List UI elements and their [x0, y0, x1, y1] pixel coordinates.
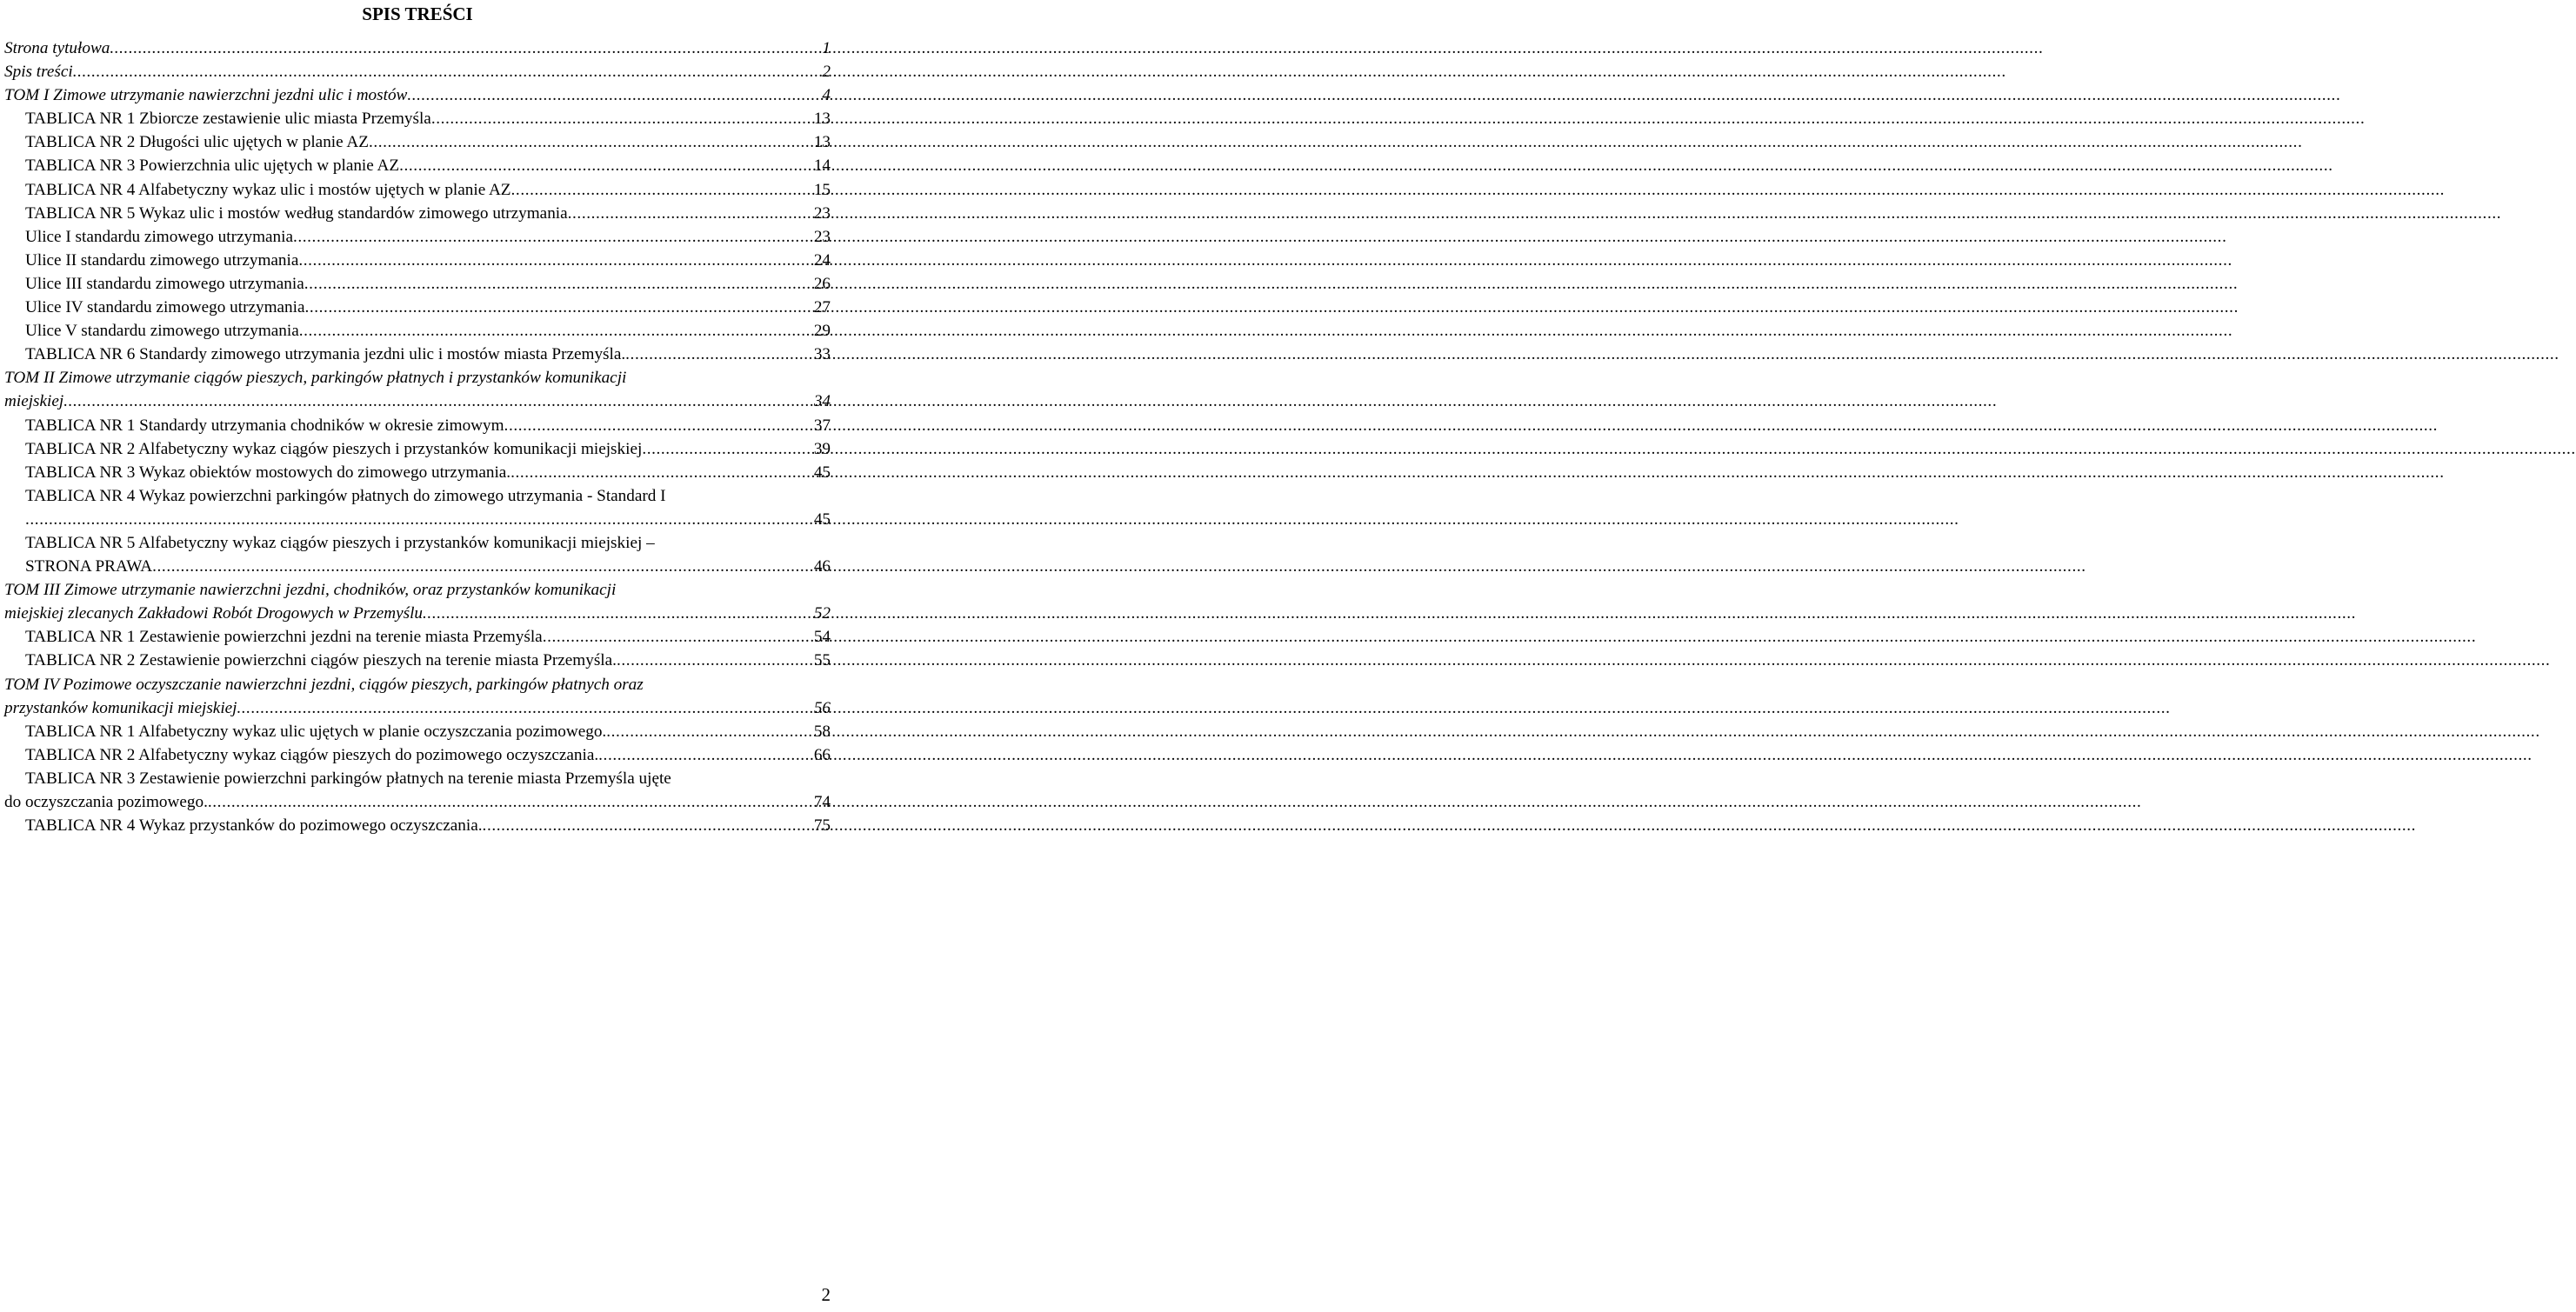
dot-leader [568, 202, 814, 225]
toc-entry-page: 4 [822, 86, 831, 105]
toc-entry-title: miejskiej zlecanych Zakładowi Robót Drogowych w Przemyślu [4, 604, 424, 623]
toc-entry-page: 23 [813, 203, 831, 223]
toc-entry-row [25, 814, 831, 837]
toc-entry-title: TABLICA NR 1 Zbiorcze zestawienie ulic miasta Przemyśla [25, 110, 431, 129]
dot-leader [298, 249, 813, 272]
toc-entry[interactable] [4, 319, 831, 343]
toc-entry[interactable] [4, 272, 831, 296]
toc-entry-page: 34 [813, 392, 831, 411]
toc-entry-title-line1: TOM II Zimowe utrzymanie ciągów pieszych, parkingów płatnych i przystanków komunikacji [4, 369, 627, 388]
toc-entry-title: TABLICA NR 2 Alfabetyczny wykaz ciągów pieszych do pozimowego oczyszczania. [25, 745, 599, 764]
toc-entry[interactable] [4, 484, 831, 531]
toc-entry-title: TABLICA NR 3 Wykaz obiektów mostowych do zimowego utrzymania. [25, 463, 511, 482]
toc-entry-page: 56 [813, 698, 831, 717]
toc-entry-row [4, 37, 831, 60]
toc-entry[interactable] [4, 814, 831, 837]
toc-entry-title: przystanków komunikacji miejskiej [4, 698, 237, 717]
toc-entry[interactable] [4, 130, 831, 154]
toc-entry-row [25, 249, 831, 272]
toc-entry-row [4, 696, 831, 720]
toc-entry[interactable] [4, 649, 831, 672]
toc-entry-page: 66 [813, 745, 831, 764]
dot-leader [73, 60, 823, 83]
toc-entry-row [25, 202, 831, 225]
toc-entry-page: 15 [813, 180, 831, 199]
toc-entry-row [25, 272, 831, 296]
toc-entry-row [25, 649, 831, 672]
dot-leader [152, 555, 814, 578]
dot-leader [399, 154, 814, 177]
toc-entry-title: TABLICA NR 5 Wykaz ulic i mostów według standardów zimowego utrzymania [25, 203, 568, 223]
dot-leader [208, 790, 814, 814]
toc-entry-row [25, 555, 831, 578]
toc-entry[interactable] [4, 578, 831, 625]
toc-entry-page: 37 [813, 416, 831, 435]
toc-entry-title: Spis treści [4, 63, 73, 82]
toc-entry-title: STRONA PRAWA [25, 557, 153, 576]
toc-entry-row [25, 437, 831, 461]
toc-entry-title-line1: TABLICA NR 5 Alfabetyczny wykaz ciągów pieszych i przystanków komunikacji miejskiej – [25, 533, 655, 552]
toc-entry-page: 46 [813, 557, 831, 576]
dot-leader [110, 37, 822, 60]
dot-leader [504, 414, 814, 437]
toc-entry-title: miejskiej [4, 392, 64, 411]
toc-entry-row [4, 390, 831, 413]
toc-entry-page: 52 [813, 604, 831, 623]
dot-leader [483, 814, 814, 837]
toc-entry-row [25, 130, 831, 154]
dot-leader [299, 319, 814, 343]
toc-entry-page: 54 [813, 628, 831, 647]
toc-entry-row [25, 720, 831, 743]
toc-entry-page: 2 [822, 63, 831, 82]
toc-entry-title: TABLICA NR 1 Alfabetyczny wykaz ulic ujętych w planie oczyszczania pozimowego. [25, 722, 607, 741]
toc-entry-title: TOM I Zimowe utrzymanie nawierzchni jezdni ulic i mostów [4, 86, 408, 105]
dot-leader [304, 296, 813, 319]
toc-entry-title-line1: TABLICA NR 3 Zestawienie powierzchni parkingów płatnych na terenie miasta Przemyśla ujęte [25, 769, 671, 788]
toc-entry-page: 13 [813, 110, 831, 129]
toc-entry-row [4, 602, 831, 625]
dot-leader [369, 130, 814, 154]
toc-entry[interactable] [4, 461, 831, 484]
table-of-contents [4, 37, 831, 837]
toc-entry[interactable] [4, 414, 831, 437]
dot-leader [606, 720, 814, 743]
toc-entry-title: Ulice III standardu zimowego utrzymania [25, 274, 304, 293]
toc-entry[interactable] [4, 178, 831, 202]
toc-entry-title: TABLICA NR 2 Długości ulic ujętych w planie AZ [25, 133, 369, 152]
toc-entry-row [25, 343, 831, 366]
toc-entry-page: 23 [813, 227, 831, 246]
toc-entry[interactable] [4, 531, 831, 578]
dot-leader [431, 107, 814, 130]
toc-entry[interactable] [4, 673, 831, 720]
dot-leader [237, 696, 814, 720]
dot-leader [617, 649, 814, 672]
toc-entry[interactable] [4, 202, 831, 225]
toc-entry-title-line1: TOM III Zimowe utrzymanie nawierzchni jezdni, chodników, oraz przystanków komunikacji [4, 581, 617, 600]
dot-leader [543, 625, 814, 649]
dot-leader [25, 508, 814, 531]
toc-entry-page: 74 [813, 793, 831, 811]
toc-entry-page: 58 [813, 722, 831, 741]
toc-entry-title: Ulice IV standardu zimowego utrzymania [25, 298, 305, 317]
toc-entry-row [25, 743, 831, 767]
toc-entry-title: Ulice II standardu zimowego utrzymania [25, 250, 299, 270]
toc-entry-page: 14 [813, 157, 831, 176]
toc-entry-title: do oczyszczania pozimowego. [4, 793, 208, 811]
toc-entry-row [4, 790, 831, 814]
toc-entry-page: 39 [813, 439, 831, 458]
dot-leader [511, 178, 814, 202]
toc-entry-page: 55 [813, 651, 831, 670]
toc-entry-row [4, 83, 831, 107]
toc-entry[interactable] [4, 767, 831, 814]
toc-entry-page: 24 [813, 250, 831, 270]
toc-entry-page: 26 [813, 274, 831, 293]
toc-entry[interactable] [4, 366, 831, 413]
toc-entry-title: TABLICA NR 6 Standardy zimowego utrzymania jezdni ulic i mostów miasta Przemyśla. [25, 345, 626, 364]
dot-leader [407, 83, 822, 107]
toc-entry-row [4, 60, 831, 83]
toc-entry-title: Ulice I standardu zimowego utrzymania [25, 227, 293, 246]
toc-entry[interactable] [4, 625, 831, 649]
toc-entry-title: TABLICA NR 4 Wykaz przystanków do pozimowego oczyszczania. [25, 816, 483, 836]
dot-leader [293, 225, 814, 249]
toc-entry[interactable] [4, 225, 831, 249]
toc-entry-row [25, 508, 831, 531]
toc-entry-row [25, 154, 831, 177]
page-title: SPIS TREŚCI [362, 3, 473, 24]
toc-entry-row [25, 225, 831, 249]
toc-entry-row [25, 319, 831, 343]
dot-leader [304, 272, 814, 296]
toc-entry-title: TABLICA NR 2 Zestawienie powierzchni ciągów pieszych na terenie miasta Przemyśla. [25, 651, 617, 670]
toc-entry-page: 1 [822, 39, 831, 57]
toc-entry[interactable] [4, 249, 831, 272]
toc-entry-title: TABLICA NR 1 Standardy utrzymania chodników w okresie zimowym [25, 416, 504, 435]
dot-leader [598, 743, 814, 767]
toc-entry-title: Ulice V standardu zimowego utrzymania [25, 322, 299, 341]
dot-leader [423, 602, 814, 625]
toc-entry-page: 45 [813, 509, 831, 529]
toc-entry[interactable] [4, 60, 831, 83]
toc-entry-page: 27 [813, 298, 831, 317]
toc-entry-page: 29 [813, 322, 831, 341]
toc-entry-title: TABLICA NR 1 Zestawienie powierzchni jezdni na terenie miasta Przemyśla [25, 628, 543, 647]
toc-entry-row [25, 625, 831, 649]
toc-entry-page: 13 [813, 133, 831, 152]
page-number: 2 [821, 1284, 831, 1305]
toc-entry-page: 45 [813, 463, 831, 482]
toc-entry[interactable] [4, 154, 831, 177]
toc-entry-page: 75 [813, 816, 831, 836]
toc-entry-row [25, 414, 831, 437]
toc-entry[interactable] [4, 743, 831, 767]
toc-entry-page: 33 [813, 345, 831, 364]
toc-entry[interactable] [4, 37, 831, 60]
dot-leader [63, 390, 814, 413]
toc-entry-title: TABLICA NR 2 Alfabetyczny wykaz ciągów pieszych i przystanków komunikacji miejskiej [25, 439, 643, 458]
dot-leader [625, 343, 814, 366]
toc-entry[interactable] [4, 83, 831, 107]
toc-entry[interactable] [4, 343, 831, 366]
toc-entry-title: TABLICA NR 4 Alfabetyczny wykaz ulic i mostów ujętych w planie AZ [25, 180, 511, 199]
toc-entry-row [25, 296, 831, 319]
dot-leader [642, 437, 814, 461]
toc-entry-row [25, 178, 831, 202]
toc-entry-title: Strona tytułowa [4, 39, 110, 57]
toc-entry[interactable] [4, 720, 831, 743]
toc-entry[interactable] [4, 107, 831, 130]
toc-entry[interactable] [4, 437, 831, 461]
toc-entry-title-line1: TOM IV Pozimowe oczyszczanie nawierzchni jezdni, ciągów pieszych, parkingów płatnych oraz [4, 675, 644, 694]
toc-entry-row [25, 107, 831, 130]
toc-entry-row [25, 461, 831, 484]
toc-entry-title-line1: TABLICA NR 4 Wykaz powierzchni parkingów płatnych do zimowego utrzymania - Standard I [25, 486, 666, 505]
toc-entry-title: TABLICA NR 3 Powierzchnia ulic ujętych w planie AZ [25, 157, 400, 176]
toc-entry[interactable] [4, 296, 831, 319]
dot-leader [511, 461, 814, 484]
